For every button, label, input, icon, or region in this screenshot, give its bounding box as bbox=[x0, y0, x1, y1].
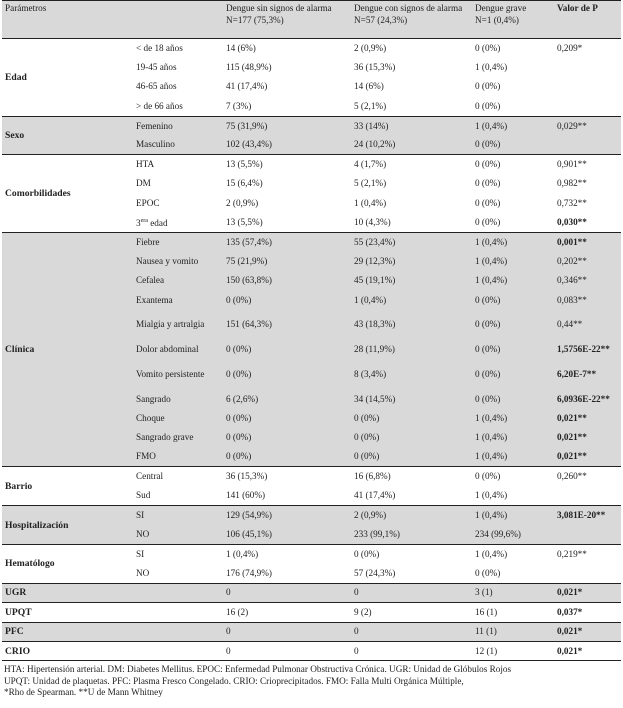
p-value-cell bbox=[554, 486, 621, 505]
sin-alarma-cell: 115 (48,9%) bbox=[226, 62, 272, 73]
subcategory-cell: 46-65 años bbox=[136, 81, 177, 92]
p-value-cell bbox=[554, 135, 621, 154]
header-n1: N=177 (75,3%) bbox=[226, 15, 284, 25]
sin-alarma-cell: 0 (0%) bbox=[223, 291, 351, 310]
sin-alarma-cell: 129 (54,9%) bbox=[223, 506, 351, 525]
subcategory-cell: Choque bbox=[133, 409, 223, 428]
grave-cell: 1 (0,4%) bbox=[472, 506, 554, 525]
table-row bbox=[2, 641, 621, 660]
table-row bbox=[2, 583, 621, 602]
sin-alarma-cell: 13 (5,5%) bbox=[226, 216, 263, 227]
group-label: UPQT bbox=[2, 603, 133, 622]
header-col-grave-label: Dengue grave bbox=[475, 3, 527, 13]
footnote bbox=[4, 664, 619, 699]
sin-alarma-cell: 16 (2) bbox=[223, 603, 351, 622]
subcategory-cell bbox=[133, 583, 223, 602]
group-label: Barrio bbox=[2, 467, 133, 506]
subcategory-cell: SI bbox=[133, 544, 223, 563]
p-value-cell: 0,982** bbox=[557, 178, 587, 189]
header-col-con-alarma bbox=[351, 1, 472, 39]
subcategory-cell: Central bbox=[133, 467, 223, 486]
grave-cell: 1 (0,4%) bbox=[472, 448, 554, 467]
p-value-cell bbox=[554, 58, 621, 77]
grave-cell: 0 (0%) bbox=[472, 291, 554, 310]
p-value-cell bbox=[554, 97, 621, 116]
subcategory-cell: Sangrado grave bbox=[133, 428, 223, 447]
sin-alarma-cell: 0 bbox=[223, 583, 351, 602]
grave-cell: 1 (0,4%) bbox=[472, 232, 554, 251]
con-alarma-cell: 2 (0,9%) bbox=[351, 39, 472, 58]
group-label: Comorbilidades bbox=[2, 155, 133, 233]
subcategory-cell: HTA bbox=[133, 155, 223, 174]
subcategory-cell: Sud bbox=[136, 490, 151, 501]
group-label: UGR bbox=[2, 583, 133, 602]
grave-cell: 1 (0,4%) bbox=[472, 252, 554, 271]
sin-alarma-cell: 41 (17,4%) bbox=[226, 81, 268, 92]
table-row bbox=[2, 544, 621, 563]
subcategory-cell: Cefalea bbox=[133, 271, 223, 290]
grave-cell: 12 (1) bbox=[472, 641, 554, 660]
data-table bbox=[2, 0, 621, 661]
table-row bbox=[2, 506, 621, 525]
table-row bbox=[2, 603, 621, 622]
grave-cell: 3 (1) bbox=[472, 583, 554, 602]
con-alarma-cell: 45 (19,1%) bbox=[351, 271, 472, 290]
sin-alarma-cell: 151 (64,3%) bbox=[223, 310, 351, 340]
header-parametros: Parámetros bbox=[2, 1, 133, 39]
con-alarma-cell: 233 (99,1%) bbox=[351, 525, 472, 544]
p-value-cell: 0,001** bbox=[554, 232, 621, 251]
con-alarma-cell: 33 (14%) bbox=[351, 116, 472, 135]
p-value-cell: 0,037* bbox=[554, 603, 621, 622]
p-value-cell: 0,083** bbox=[554, 291, 621, 310]
con-alarma-cell: 0 bbox=[351, 622, 472, 641]
con-alarma-cell: 9 (2) bbox=[351, 603, 472, 622]
sin-alarma-cell: 102 (43,4%) bbox=[223, 135, 351, 154]
con-alarma-cell: 43 (18,3%) bbox=[351, 310, 472, 340]
subcategory-cell: 19-45 años bbox=[136, 62, 177, 73]
subcategory-cell: > de 66 años bbox=[136, 100, 183, 111]
header-col-grave bbox=[472, 1, 554, 39]
header-col-sin-alarma-label: Dengue sin signos de alarma bbox=[226, 3, 332, 13]
group-label: Sexo bbox=[2, 116, 133, 155]
sin-alarma-cell: 0 bbox=[223, 641, 351, 660]
p-value-cell bbox=[554, 564, 621, 583]
table-row bbox=[2, 467, 621, 486]
p-value-cell: 0,030** bbox=[557, 216, 587, 227]
sin-alarma-cell: 150 (63,8%) bbox=[223, 271, 351, 290]
sin-alarma-cell: 13 (5,5%) bbox=[223, 155, 351, 174]
con-alarma-cell: 34 (14,5%) bbox=[351, 389, 472, 408]
con-alarma-cell: 0 bbox=[351, 641, 472, 660]
p-value-cell: 0,209* bbox=[554, 39, 621, 58]
sin-alarma-cell: 75 (31,9%) bbox=[223, 116, 351, 135]
subcategory-cell: FMO bbox=[133, 448, 223, 467]
p-value-cell: 6,20E-7** bbox=[554, 359, 621, 389]
p-value-cell: 0,346** bbox=[554, 271, 621, 290]
sin-alarma-cell: 6 (2,6%) bbox=[223, 389, 351, 408]
p-value-cell: 0,021* bbox=[554, 583, 621, 602]
con-alarma-cell: 16 (6,8%) bbox=[351, 467, 472, 486]
subcategory-cell bbox=[133, 641, 223, 660]
sin-alarma-cell: 0 bbox=[223, 622, 351, 641]
con-alarma-cell: 8 (3,4%) bbox=[351, 359, 472, 389]
con-alarma-cell: 36 (15,3%) bbox=[354, 62, 396, 73]
grave-cell: 0 (0%) bbox=[472, 310, 554, 340]
con-alarma-cell: 0 (0%) bbox=[351, 544, 472, 563]
sin-alarma-cell: 7 (3%) bbox=[226, 100, 252, 111]
grave-cell: 0 (0%) bbox=[472, 155, 554, 174]
subcategory-cell: Masculino bbox=[133, 135, 223, 154]
con-alarma-cell: 0 (0%) bbox=[351, 448, 472, 467]
p-value-cell bbox=[554, 525, 621, 544]
grave-cell: 234 (99,6%) bbox=[472, 525, 554, 544]
subcategory-cell: NO bbox=[133, 525, 223, 544]
con-alarma-cell: 0 bbox=[351, 583, 472, 602]
sin-alarma-cell: 1 (0,4%) bbox=[223, 544, 351, 563]
table-row bbox=[2, 39, 621, 58]
con-alarma-cell: 29 (12,3%) bbox=[351, 252, 472, 271]
subcategory-cell bbox=[133, 603, 223, 622]
con-alarma-cell: 1 (0,4%) bbox=[351, 291, 472, 310]
p-value-cell: 0,021** bbox=[554, 448, 621, 467]
grave-cell: 1 (0,4%) bbox=[472, 428, 554, 447]
sin-alarma-cell: 0 (0%) bbox=[223, 359, 351, 389]
group-label: CRIO bbox=[2, 641, 133, 660]
p-value-cell: 0,029** bbox=[554, 116, 621, 135]
subcategory-cell: SI bbox=[133, 506, 223, 525]
grave-cell: 0 (0%) bbox=[475, 81, 501, 92]
con-alarma-cell: 5 (2,1%) bbox=[354, 178, 387, 189]
subcategory-cell: Vomito persistente bbox=[133, 359, 223, 389]
footnote-line-2: UPQT: Unidad de plaquetas. PFC: Plasma Fresco Congelado. CRIO: Crioprecipitados. FMO: Falla Multi Orgánica Múltiple, bbox=[4, 675, 464, 686]
table-row bbox=[2, 232, 621, 251]
subcategory-cell: Mialgia y artralgia bbox=[133, 310, 223, 340]
grave-cell: 1 (0,4%) bbox=[475, 62, 508, 73]
table-row bbox=[2, 116, 621, 135]
p-value-cell: 0,219** bbox=[554, 544, 621, 563]
subcategory-cell: Femenino bbox=[133, 116, 223, 135]
p-value-cell: 0,901** bbox=[554, 155, 621, 174]
grave-cell: 0 (0%) bbox=[472, 467, 554, 486]
con-alarma-cell: 24 (10,2%) bbox=[351, 135, 472, 154]
sin-alarma-cell: 141 (60%) bbox=[226, 490, 266, 501]
sin-alarma-cell: 75 (21,9%) bbox=[223, 252, 351, 271]
subcategory-cell: Fiebre bbox=[133, 232, 223, 251]
subcategory-cell: Sangrado bbox=[133, 389, 223, 408]
con-alarma-cell: 1 (0,4%) bbox=[354, 197, 387, 208]
header-col-p: Valor de P bbox=[554, 1, 621, 39]
p-value-cell: 0,021** bbox=[554, 428, 621, 447]
grave-cell: 0 (0%) bbox=[472, 135, 554, 154]
group-label: Clínica bbox=[2, 232, 133, 467]
header-col-con-alarma-label: Dengue con signos de alarma bbox=[354, 3, 463, 13]
p-value-cell: 6,0936E-22** bbox=[554, 389, 621, 408]
grave-cell: 11 (1) bbox=[472, 622, 554, 641]
footnote-line-1: HTA: Hipertensión arterial. DM: Diabetes Mellitus. EPOC: Enfermedad Pulmonar Obstructiva Crónica. UGR: Unidad de Glóbulos Rojos bbox=[4, 664, 512, 675]
grave-cell: 1 (0,4%) bbox=[475, 490, 508, 501]
grave-cell: 0 (0%) bbox=[475, 197, 501, 208]
p-value-cell: 0,021** bbox=[554, 409, 621, 428]
p-value-cell: 0,021* bbox=[554, 641, 621, 660]
subcategory-cell: < de 18 años bbox=[133, 39, 223, 58]
p-value-cell: 1,5756E-22** bbox=[554, 340, 621, 359]
group-label: Hospitalización bbox=[2, 506, 133, 545]
p-value-cell: 0,44** bbox=[554, 310, 621, 340]
subcategory-cell: DM bbox=[136, 178, 151, 189]
p-value-cell: 0,021* bbox=[554, 622, 621, 641]
table-row bbox=[2, 622, 621, 641]
con-alarma-cell: 0 (0%) bbox=[351, 409, 472, 428]
sin-alarma-cell: 2 (0,9%) bbox=[226, 197, 259, 208]
sin-alarma-cell: 0 (0%) bbox=[223, 448, 351, 467]
con-alarma-cell: 10 (4,3%) bbox=[354, 216, 391, 227]
con-alarma-cell: 5 (2,1%) bbox=[354, 100, 387, 111]
p-value-cell: 3,081E-20** bbox=[554, 506, 621, 525]
subcategory-cell bbox=[133, 622, 223, 641]
subcategory-cell: NO bbox=[136, 567, 150, 578]
grave-cell: 0 (0%) bbox=[475, 567, 501, 578]
grave-cell: 0 (0%) bbox=[475, 178, 501, 189]
group-label: PFC bbox=[2, 622, 133, 641]
grave-cell: 0 (0%) bbox=[472, 39, 554, 58]
sin-alarma-cell: 106 (45,1%) bbox=[223, 525, 351, 544]
subcategory-cell: $3^{era}$ edad bbox=[136, 217, 168, 228]
group-label: Hematólogo bbox=[2, 544, 133, 583]
table-body bbox=[2, 39, 621, 661]
header-n2: N=57 (24,3%) bbox=[354, 15, 408, 25]
con-alarma-cell: 28 (11,9%) bbox=[351, 340, 472, 359]
con-alarma-cell: 57 (24,3%) bbox=[354, 567, 396, 578]
subcategory-cell: EPOC bbox=[136, 197, 160, 208]
con-alarma-cell: 55 (23,4%) bbox=[351, 232, 472, 251]
header-n3: N=1 (0,4%) bbox=[475, 15, 519, 25]
footnote-line-3: *Rho de Spearman. **U de Mann Whitney bbox=[4, 687, 163, 698]
grave-cell: 0 (0%) bbox=[475, 216, 501, 227]
p-value-cell: 0,732** bbox=[557, 197, 587, 208]
sin-alarma-cell: 15 (6,4%) bbox=[226, 178, 263, 189]
con-alarma-cell: 0 (0%) bbox=[351, 428, 472, 447]
group-label: Edad bbox=[2, 39, 133, 117]
header-row bbox=[2, 1, 621, 39]
subcategory-cell: Nausea y vomito bbox=[133, 252, 223, 271]
p-value-cell bbox=[554, 77, 621, 96]
grave-cell: 0 (0%) bbox=[475, 100, 501, 111]
grave-cell: 1 (0,4%) bbox=[472, 409, 554, 428]
sin-alarma-cell: 0 (0%) bbox=[223, 340, 351, 359]
grave-cell: 1 (0,4%) bbox=[472, 544, 554, 563]
header-col-sin-alarma bbox=[223, 1, 351, 39]
sin-alarma-cell: 176 (74,9%) bbox=[226, 567, 272, 578]
con-alarma-cell: 4 (1,7%) bbox=[351, 155, 472, 174]
grave-cell: 1 (0,4%) bbox=[472, 116, 554, 135]
p-value-cell: 0,260** bbox=[554, 467, 621, 486]
subcategory-cell: Dolor abdominal bbox=[133, 340, 223, 359]
sin-alarma-cell: 0 (0%) bbox=[223, 428, 351, 447]
sin-alarma-cell: 14 (6%) bbox=[223, 39, 351, 58]
grave-cell: 0 (0%) bbox=[472, 340, 554, 359]
subcategory-cell: Exantema bbox=[133, 291, 223, 310]
con-alarma-cell: 41 (17,4%) bbox=[354, 490, 396, 501]
con-alarma-cell: 2 (0,9%) bbox=[351, 506, 472, 525]
table-row bbox=[2, 155, 621, 174]
sin-alarma-cell: 0 (0%) bbox=[223, 409, 351, 428]
grave-cell: 0 (0%) bbox=[472, 389, 554, 408]
sin-alarma-cell: 36 (15,3%) bbox=[223, 467, 351, 486]
p-value-cell: 0,202** bbox=[554, 252, 621, 271]
grave-cell: 0 (0%) bbox=[472, 359, 554, 389]
grave-cell: 1 (0,4%) bbox=[472, 271, 554, 290]
con-alarma-cell: 14 (6%) bbox=[354, 81, 384, 92]
sin-alarma-cell: 135 (57,4%) bbox=[223, 232, 351, 251]
grave-cell: 16 (1) bbox=[472, 603, 554, 622]
